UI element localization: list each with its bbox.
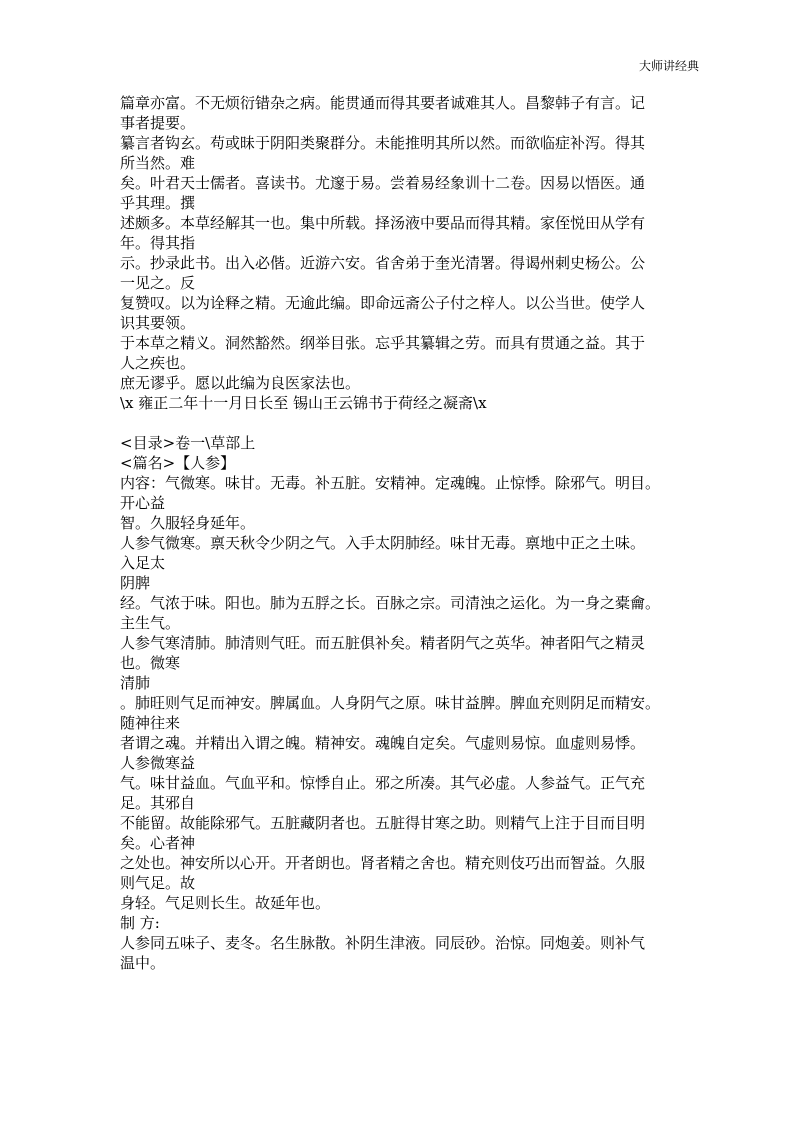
text-line: 入足太 [120,554,166,572]
text-line: 人参气寒清肺。肺清则气旺。而五脏俱补矣。精者阴气之英华。神者阳气之精灵 [120,634,646,652]
text-line: 温中。 [120,954,166,972]
text-line: 复赞叹。以为诠释之精。无逾此编。即命远斋公子付之梓人。以公当世。使学人 [120,294,646,312]
text-line: 也。微寒 [120,654,181,672]
text-line: 事者提要。 [120,114,196,132]
text-line: 述颇多。本草经解其一也。集中所载。择汤液中要品而得其精。家侄悦田从学有 [120,214,646,232]
text-line: 一见之。反 [120,274,196,292]
text-line: 篇章亦富。不无烦衍错杂之病。能贯通而得其要者诚难其人。昌黎韩子有言。记 [120,94,646,112]
text-line: 身轻。气足则长生。故延年也。 [120,894,331,912]
text-line: 内容：气微寒。味甘。无毒。补五脏。安精神。定魂魄。止惊悸。除邪气。明目。 [120,474,661,492]
text-line: 清肺 [120,674,151,692]
text-line: 主生气。 [120,614,181,632]
text-line: <目录>卷一\草部上 [120,434,256,452]
text-line: 阴脾 [120,574,151,592]
text-line: 开心益 [120,494,166,512]
text-line: 于本草之精义。洞然豁然。纲举目张。忘乎其纂辑之劳。而具有贯通之益。其于 [120,334,646,352]
text-line: 者谓之魂。并精出入谓之魄。精神安。魂魄自定矣。气虚则易惊。血虚则易悸。 [120,734,646,752]
text-line: 制 方: [120,914,160,932]
text-line: 足。其邪自 [120,794,196,812]
text-line: 庶无谬乎。愿以此编为良医家法也。 [120,374,361,392]
text-line: 识其要领。 [120,314,196,332]
text-line: 年。得其指 [120,234,196,252]
text-line: 人参气微寒。禀天秋令少阴之气。入手太阴肺经。味甘无毒。禀地中正之土味。 [120,534,646,552]
text-line: 。肺旺则气足而神安。脾属血。人身阴气之原。味甘益脾。脾血充则阴足而精安。 [120,694,661,712]
text-line: 随神往来 [120,714,181,732]
text-line: 不能留。故能除邪气。五脏藏阴者也。五脏得甘寒之助。则精气上注于目而目明 [120,814,646,832]
blank-line [120,413,680,433]
text-line: 纂言者钩玄。苟或昧于阴阳类聚群分。未能推明其所以然。而欲临症补泻。得其 [120,134,646,152]
text-line: 矣。叶君天士儒者。喜读书。尤邃于易。尝着易经象训十二卷。因易以悟医。通 [120,174,646,192]
text-line: 示。抄录此书。出入必偕。近游六安。省舍弟于奎光清署。得谒州刺史杨公。公 [120,254,646,272]
text-line: \x 雍正二年十一月日长至 锡山王云锦书于荷经之凝斋\x [120,394,487,412]
text-line: 之处也。神安所以心开。开者朗也。肾者精之舍也。精充则伎巧出而智益。久服 [120,854,646,872]
text-line: 经。气浓于味。阳也。肺为五脬之长。百脉之宗。司清浊之运化。为一身之橐龠。 [120,594,661,612]
text-line: 乎其理。撰 [120,194,196,212]
text-line: 矣。心者神 [120,834,196,852]
text-line: 所当然。难 [120,154,196,172]
text-line: 人参微寒益 [120,754,196,772]
text-line: 人参同五味子、麦冬。名生脉散。补阴生津液。同辰砂。治惊。同炮姜。则补气 [120,934,646,952]
text-line: 智。久服轻身延年。 [120,514,256,532]
text-line: <篇名>【人参】 [120,454,236,472]
text-line: 气。味甘益血。气血平和。惊悸自止。邪之所凑。其气必虚。人参益气。正气充 [120,774,646,792]
document-body [120,93,680,973]
page-header: 大师讲经典 [638,59,699,73]
text-line: 人之疾也。 [120,354,196,372]
text-line: 则气足。故 [120,874,196,892]
